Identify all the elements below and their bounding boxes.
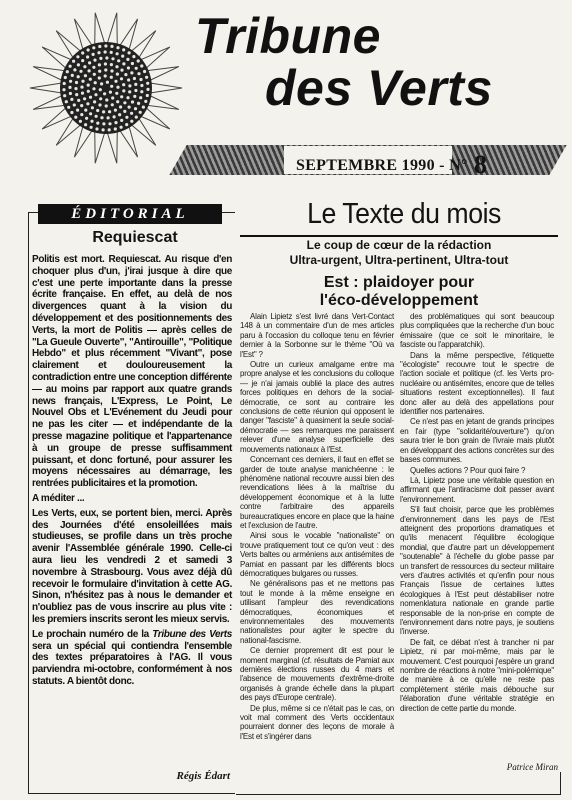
sunflower-seed — [124, 73, 127, 76]
sunflower-seed — [128, 106, 131, 109]
sunflower-seed — [122, 48, 125, 51]
sunflower-seed — [135, 67, 138, 70]
sunflower-seed — [116, 100, 119, 103]
sunflower-seed — [140, 90, 143, 93]
sunflower-seed — [98, 63, 101, 66]
sunflower-seed — [125, 116, 128, 119]
sunflower-seed — [128, 90, 131, 93]
sunflower-seed — [102, 128, 105, 131]
sunflower-seed — [146, 88, 149, 91]
sunflower-seed — [116, 46, 119, 49]
sunflower-seed — [110, 51, 113, 54]
masthead-title-line1: Tribune — [195, 8, 381, 64]
sunflower-seed — [69, 80, 72, 83]
sunflower-seed — [113, 115, 116, 118]
sunflower-seed — [99, 97, 102, 100]
sunflower-seed — [73, 68, 76, 71]
feature-paragraph: De plus, même si ce n'était pas le cas, on voit mal comment des Verts occidentaux pourraient donner des leçons de morale à l'Est et s'ingérer dans — [240, 703, 394, 741]
editorial-paragraph: Les Verts, eux, se portent bien, merci. Après des Journées d'été ensoleillées mais studieuses, se profile dans un très proche avenir l'Assemblée générale 1990. Celle-ci aura lieu les vendredi 2 et samedi 3 novembre à Strasbourg. Vous avez déjà dû recevoir le formulaire d'invitation à cette AG. Sinon, n'hésitez pas à nous le demander et n'oubliez pas de vous inscrire au plus vite : les premiers inscrits seront les mieux servis. — [32, 507, 232, 625]
masthead-title-line2: des Verts — [265, 60, 493, 116]
sunflower-seed — [77, 63, 80, 66]
sunflower-seed — [92, 46, 95, 49]
sunflower-seed — [134, 107, 137, 110]
sunflower-seed — [114, 121, 117, 124]
sunflower-seed — [122, 83, 125, 86]
sunflower-seed — [72, 60, 75, 63]
feature-subtitle-line1: Le coup de cœur de la rédaction — [306, 238, 492, 252]
sunflower-seed — [81, 80, 84, 83]
sunflower-seed — [70, 111, 73, 114]
sunflower-seed — [108, 110, 111, 113]
sunflower-seed — [120, 77, 123, 80]
sunflower-seed — [93, 100, 96, 103]
sunflower-seed — [98, 76, 101, 79]
feature-paragraph: Alain Lipietz s'est livré dans Vert-Contact 148 à un commentaire d'un de mes articles paru à l'occasion du colloque tenu en février dernier à la Sorbonne sur le thème "Où va l'Est" ? — [240, 312, 394, 359]
sunflower-seed — [80, 104, 83, 107]
sunflower-seed — [115, 92, 118, 95]
sunflower-seed — [104, 44, 107, 47]
feature-paragraph: Ainsi sous le vocable "nationaliste" on trouve pratiquement tout ce qu'on veut : des Verts baltes ou arméniens aux antisémites de Pamiat en passant par les différents blocs démocratiques bulgares ou russes. — [240, 531, 394, 578]
sunflower-seed — [84, 123, 87, 126]
sunflower-seed — [106, 81, 109, 84]
sunflower-seed — [92, 53, 95, 56]
sunflower-seed — [117, 59, 120, 62]
issue-date — [296, 150, 487, 180]
sunflower-disc — [60, 42, 152, 134]
sunflower-seed — [108, 128, 111, 131]
sunflower-seed — [110, 63, 113, 66]
sunflower-seed — [130, 112, 133, 115]
feature-paragraph: Quelles actions ? Pour quoi faire ? — [410, 465, 526, 475]
sunflower-seed — [90, 120, 93, 123]
sunflower-seed — [125, 123, 128, 126]
sunflower-seed — [139, 78, 142, 81]
sunflower-seed — [69, 92, 72, 95]
sunflower-seed — [62, 88, 65, 91]
sunflower-seed — [64, 76, 67, 79]
sunflower-seed — [143, 70, 146, 73]
sunflower-seed — [97, 51, 100, 54]
sunflower-seed — [137, 72, 140, 75]
sunflower-seed — [137, 59, 140, 62]
sunflower-seed — [91, 106, 94, 109]
sunflower-seed — [133, 95, 136, 98]
sunflower-seed — [85, 117, 88, 120]
editorial-title: Requiescat — [92, 229, 178, 246]
sunflower-seed — [88, 69, 91, 72]
sunflower-seed — [103, 92, 106, 95]
sunflower-seed — [130, 120, 133, 123]
sunflower-seed — [90, 126, 93, 129]
feature-paragraph: Ce dernier proprement dit est pour le moment marginal (cf. résultats de Pamiat aux dernières élections russes du 4 mars et l'absence de mouvements d'extrême-droite organisés à grande échelle dans la plupart des pays d'Europe centrale). — [240, 646, 394, 703]
sunflower-seed — [75, 93, 78, 96]
sunflower-seed — [105, 104, 108, 107]
sunflower-seed — [71, 74, 74, 77]
sunflower-seed — [132, 55, 135, 58]
sunflower-seed — [89, 78, 92, 81]
sunflower-seed — [81, 92, 84, 95]
sunflower-logo-icon — [22, 8, 192, 168]
sunflower-seed — [96, 122, 99, 125]
sunflower-seed — [118, 113, 121, 116]
sunflower-seed — [69, 65, 72, 68]
sunflower-seed — [88, 61, 91, 64]
sunflower-seed — [120, 126, 123, 129]
sunflower-seed — [73, 103, 76, 106]
sunflower-seed — [70, 98, 73, 101]
sunflower-seed — [93, 73, 96, 76]
sunflower-seed — [99, 88, 102, 91]
sunflower-seed — [111, 57, 114, 60]
sunflower-seed — [104, 68, 107, 71]
sunflower-seed — [94, 81, 97, 84]
feature-paragraph: Dans la même perspective, l'étiquette "écologiste" recouvre tout le spectre de l'action sociale et politique (cf. les Verts pro-nucléaire ou antisémites, encore que de telles situations restent exceptionnelles). Il faut donc aller au delà des appellations pour identifier nos partenaires. — [400, 350, 554, 417]
sunflower-seed — [126, 58, 129, 61]
sunflower-seed — [110, 69, 113, 72]
feature-paragraph: Ne généralisons pas et ne mettons pas tout le monde à la même enseigne en utilisant l'ampleur des revendications démocratiques, économiques et environnementales des mouvements nationalistes pour agiter le spectre du national-fascisme. — [240, 579, 394, 645]
sunflower-seed — [76, 109, 79, 112]
sunflower-seed — [74, 116, 77, 119]
sunflower-seed — [95, 127, 98, 130]
sunflower-seed — [110, 76, 113, 79]
issue-date-label: SEPTEMBRE 1990 - N° — [296, 157, 468, 174]
sunflower-seed — [98, 103, 101, 106]
editorial-journal-name: Tribune des Verts — [152, 628, 232, 640]
sunflower-seed — [114, 127, 117, 130]
sunflower-seed — [139, 111, 142, 114]
sunflower-seed — [80, 113, 83, 116]
sunflower-seed — [114, 109, 117, 112]
sunflower-seed — [83, 65, 86, 68]
sunflower-seed — [104, 74, 107, 77]
sunflower-seed — [89, 112, 92, 115]
sunflower-seed — [96, 109, 99, 112]
sunflower-seed — [111, 96, 114, 99]
editorial-body — [32, 254, 232, 691]
sunflower-seed — [115, 65, 118, 68]
sunflower-seed — [119, 105, 122, 108]
feature-paragraph: Là, Lipietz pose une véritable question en affirmant que l'antiracisme doit passer avant l'environnement. — [400, 475, 554, 504]
sunflower-seed — [123, 101, 126, 104]
sunflower-seed — [68, 86, 71, 89]
sunflower-seed — [122, 89, 125, 92]
feature-section-title: Le Texte du mois — [307, 198, 501, 230]
sunflower-seed — [128, 84, 131, 87]
sunflower-seed — [81, 51, 84, 54]
sunflower-seed — [77, 99, 80, 102]
sunflower-seed — [146, 94, 149, 97]
editorial-paragraph: A méditer ... — [32, 492, 85, 504]
sunflower-seed — [120, 95, 123, 98]
sunflower-seed — [87, 84, 90, 87]
sunflower-seed — [65, 100, 68, 103]
editorial-signature: Régis Édart — [176, 770, 230, 782]
sunflower-seed — [102, 110, 105, 113]
sunflower-seed — [80, 86, 83, 89]
sunflower-seed — [86, 102, 89, 105]
sunflower-seed — [134, 89, 137, 92]
sunflower-seed — [63, 82, 66, 85]
sunflower-seed — [94, 93, 97, 96]
sunflower-seed — [108, 122, 111, 125]
editorial-label: ÉDITORIAL — [38, 204, 222, 224]
feature-paragraph: Concernant ces derniers, il faut en effet se garder de toute analyse manichéenne : le phénomène national recouvre aussi bien des revendications liées à la maîtrise du développement économique et à la lutte contre l'arbitraire des appareils bureaucratiques encore en place que la haine et l'exclusion de l'autre. — [240, 455, 394, 530]
feature-signature: Patrice Miran — [506, 762, 558, 772]
issue-number: 8 — [473, 150, 488, 179]
sunflower-seed — [111, 103, 114, 106]
editorial-paragraph-last — [32, 629, 232, 688]
sunflower-seed — [81, 59, 84, 62]
sunflower-seed — [127, 78, 130, 81]
feature-paragraph: De fait, ce débat n'est à trancher ni par Lipietz, ni par moi-même, mais par le mouvement. C'est pourquoi j'espère un grand nombre de réactions à notre "mini-polémique" de manière à ce qu'elle ne reste pas complètement stérile mais débouche sur l'élaboration d'une véritable stratégie en direction de cette partie du monde. — [400, 637, 554, 713]
sunflower-seed — [84, 74, 87, 77]
sunflower-seed — [127, 66, 130, 69]
sunflower-seed — [95, 115, 98, 118]
sunflower-seed — [121, 55, 124, 58]
sunflower-seed — [67, 106, 70, 109]
sunflower-seed — [135, 116, 138, 119]
sunflower-seed — [146, 82, 149, 85]
editorial-last-prefix: Le prochain numéro de la — [32, 628, 149, 640]
feature-headline — [240, 274, 558, 310]
feature-column-1 — [240, 312, 394, 742]
sunflower-seed — [87, 90, 90, 93]
editorial-paragraph: Politis est mort. Requiescat. Au risque d'en choquer plus d'un, j'irai jusque à dire que c'est une perte importante dans la presse écrite française. En effet, au delà de nos divergences quant à la vision du développement et des positionnements des Verts, la mort de Politis — après celles de "La Gueule Ouverte", "Antirouille", "Politique Hebdo" et plus récemment "Vivant", pose clairement et douloureusement la contradiction entre une conception différente — au moins par rapport aux quatre grands news français, L'Express, Le Point, Le Nouvel Obs et L'Evénement du Jeudi pour ne pas les citer — et indépendante de la presse magazine politique et l'appartenance à un groupe de presse suffisamment puissant, et donc fortuné, pour assurer les moyens nécessaires au démarrage, les rentrées publicitaires et la promotion. — [32, 254, 232, 490]
feature-paragraph: Ce n'est pas en jetant de grands principes en l'air (type "solidarité/ouverture") qu'on saura trier le bon grain de l'ivraie mais plutôt en développant des actions concrètes sur des bases communes. — [400, 417, 554, 465]
sunflower-seed — [120, 119, 123, 122]
feature-paragraph: des problématiques qui sont beaucoup plus compliquées que la recherche d'un bouc émissaire (que ce soit le minoritaire, le fasciste ou l'apparatchik). — [400, 312, 554, 350]
sunflower-seed — [105, 56, 108, 59]
sunflower-seed — [128, 51, 131, 54]
sunflower-seed — [104, 62, 107, 65]
sunflower-seed — [126, 96, 129, 99]
sunflower-seed — [134, 83, 137, 86]
sunflower-seed — [99, 57, 102, 60]
sunflower-seed — [86, 55, 89, 58]
sunflower-seed — [75, 81, 78, 84]
sunflower-seed — [84, 109, 87, 112]
sunflower-seed — [142, 106, 145, 109]
sunflower-seed — [83, 97, 86, 100]
sunflower-seed — [74, 87, 77, 90]
sunflower-seed — [89, 96, 92, 99]
sunflower-seed — [110, 85, 113, 88]
sunflower-seed — [120, 69, 123, 72]
sunflower-seed — [116, 52, 119, 55]
sunflower-seed — [92, 66, 95, 69]
sunflower-seed — [92, 87, 95, 90]
sunflower-seed — [77, 75, 80, 78]
sunflower-seed — [123, 110, 126, 113]
feature-column-2 — [400, 312, 554, 714]
sunflower-seed — [109, 91, 112, 94]
feature-subtitle — [240, 238, 558, 268]
sunflower-seed — [116, 73, 119, 76]
sunflower-seed — [79, 120, 82, 123]
sunflower-seed — [87, 48, 90, 51]
sunflower-seed — [79, 70, 82, 73]
sunflower-seed — [131, 100, 134, 103]
sunflower-seed — [114, 80, 117, 83]
sunflower-seed — [139, 96, 142, 99]
masthead-title — [183, 10, 503, 114]
sunflower-seed — [140, 64, 143, 67]
sunflower-seed — [116, 86, 119, 89]
feature-headline-line2: l'éco-développement — [319, 292, 479, 309]
sunflower-seed — [93, 59, 96, 62]
sunflower-seed — [110, 45, 113, 48]
feature-title-rule — [240, 235, 558, 237]
sunflower-seed — [66, 70, 69, 73]
sunflower-seed — [122, 62, 125, 65]
feature-paragraph: S'il faut choisir, parce que les problèmes d'environnement dans les pays de l'Est atteignent des proportions dramatiques et qu'ils menacent l'équilibre écologique mondial, que d'autre part un développement "soutenable" à l'échelle du globe passe par un transfert de ressources du secteur militaire vers d'autres activités et qu'enfin pour nous Français l'issue de certaines luttes écologiques à l'Est peut déstabiliser notre nomenklatura nationale en grande partie responsable de la non-prise en compte de l'environnement dans notre pays, je soutiens l'inverse. — [400, 505, 554, 637]
sunflower-seed — [130, 71, 133, 74]
feature-paragraph: Outre un curieux amalgame entre ma propre analyse et les conclusions du colloque — je n'ai jamais oublié la place des autres forces politiques en dehors de la social-démocratie, ce sont au contraire les conclusions de cette réunion qui opposent le danger "fasciste" à quasiment la seule social-démocratie — ses remarques me paraissent relever d'une analyse superficielle des mouvements nationaux à l'Est. — [240, 360, 394, 454]
sunflower-seed — [137, 102, 140, 105]
feature-subtitle-line2: Ultra-urgent, Ultra-pertinent, Ultra-tout — [289, 253, 509, 267]
sunflower-seed — [63, 94, 66, 97]
sunflower-seed — [105, 98, 108, 101]
sunflower-seed — [107, 116, 110, 119]
feature-frame — [236, 772, 561, 795]
sunflower-seed — [140, 84, 143, 87]
sunflower-seed — [145, 76, 148, 79]
sunflower-seed — [76, 55, 79, 58]
feature-headline-line1: Est : plaidoyer pour — [323, 274, 475, 291]
sunflower-seed — [100, 116, 103, 119]
sunflower-seed — [100, 82, 103, 85]
sunflower-seed — [104, 50, 107, 53]
sunflower-seed — [102, 122, 105, 125]
sunflower-seed — [131, 62, 134, 65]
editorial-last-suffix: sera un spécial qui contiendra l'ensemble des textes préparatoires à l'AG. Il vous parviendra mi-octobre, conformément à nos statuts. A bientôt donc. — [32, 640, 232, 687]
sunflower-seed — [98, 45, 101, 48]
sunflower-seed — [98, 70, 101, 73]
sunflower-seed — [144, 100, 147, 103]
sunflower-seed — [133, 77, 136, 80]
